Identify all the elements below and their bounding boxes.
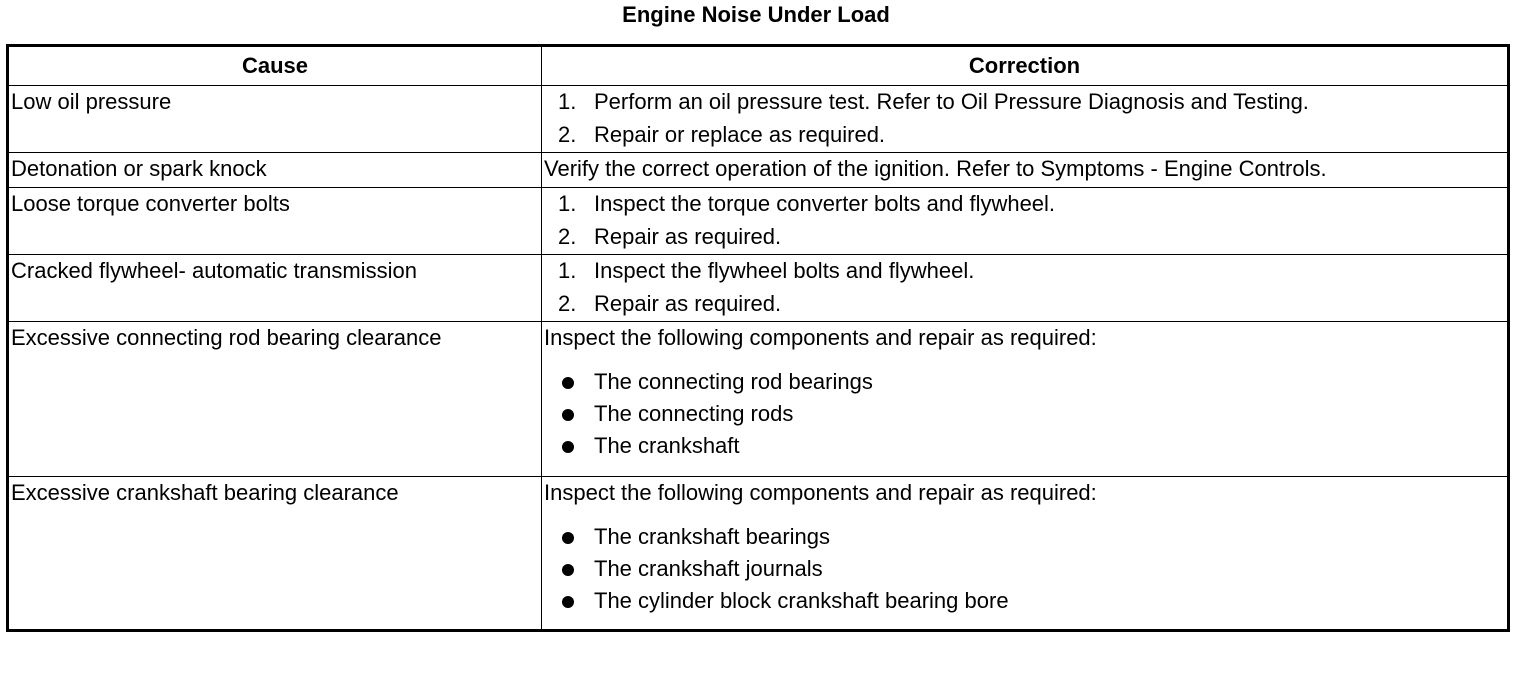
step-text: Inspect the torque converter bolts and flywheel. bbox=[594, 191, 1056, 216]
table-row bbox=[8, 322, 1509, 477]
step-number: 2. bbox=[558, 291, 577, 316]
header-cause: Cause bbox=[8, 46, 542, 86]
step-item bbox=[542, 288, 1507, 321]
bullet-text: The cylinder block crankshaft bearing bore bbox=[594, 588, 1009, 613]
table-row bbox=[8, 153, 1509, 188]
bullet-text: The connecting rod bearings bbox=[594, 369, 873, 394]
cause-text: Excessive connecting rod bearing clearance bbox=[11, 325, 442, 350]
cause-cell bbox=[8, 153, 542, 188]
cause-cell bbox=[8, 322, 542, 477]
bullet-text: The crankshaft journals bbox=[594, 556, 823, 581]
bullet-item bbox=[542, 398, 1507, 430]
cause-text: Excessive crankshaft bearing clearance bbox=[11, 480, 399, 505]
cause-text: Detonation or spark knock bbox=[11, 156, 267, 181]
step-item bbox=[542, 221, 1507, 254]
bullet-dot-icon bbox=[562, 532, 574, 544]
correction-cell bbox=[542, 322, 1509, 477]
step-number: 1. bbox=[558, 89, 577, 114]
step-list bbox=[542, 86, 1507, 152]
step-number: 1. bbox=[558, 191, 577, 216]
step-text: Repair as required. bbox=[594, 224, 782, 249]
cause-cell bbox=[8, 188, 542, 255]
bullet-dot-icon bbox=[562, 409, 574, 421]
cause-text: Low oil pressure bbox=[11, 89, 172, 114]
table-row bbox=[8, 86, 1509, 153]
step-text: Repair as required. bbox=[594, 291, 782, 316]
cause-text: Loose torque converter bolts bbox=[11, 191, 290, 216]
step-number: 2. bbox=[558, 122, 577, 147]
correction-text: Verify the correct operation of the ignition. Refer to Symptoms - Engine Controls. bbox=[544, 156, 1327, 181]
step-item bbox=[542, 119, 1507, 152]
correction-cell bbox=[542, 188, 1509, 255]
bullet-item bbox=[542, 585, 1507, 617]
cause-cell bbox=[8, 255, 542, 322]
step-item bbox=[542, 188, 1507, 221]
step-number: 1. bbox=[558, 258, 577, 283]
bullet-item bbox=[542, 553, 1507, 585]
correction-cell bbox=[542, 153, 1509, 188]
page-title: Engine Noise Under Load bbox=[622, 2, 890, 27]
step-text: Inspect the flywheel bolts and flywheel. bbox=[594, 258, 975, 283]
diagnosis-table bbox=[6, 44, 1510, 632]
step-item bbox=[542, 255, 1507, 288]
bullet-item bbox=[542, 430, 1507, 462]
table-row bbox=[8, 255, 1509, 322]
correction-intro: Inspect the following components and repair as required: bbox=[544, 480, 1097, 505]
bullet-list bbox=[542, 366, 1507, 462]
bullet-item bbox=[542, 366, 1507, 398]
bullet-dot-icon bbox=[562, 596, 574, 608]
step-number: 2. bbox=[558, 224, 577, 249]
bullet-dot-icon bbox=[562, 377, 574, 389]
table-header-row bbox=[8, 46, 1509, 86]
cause-cell bbox=[8, 477, 542, 631]
bullet-dot-icon bbox=[562, 564, 574, 576]
header-correction: Correction bbox=[542, 46, 1509, 86]
correction-cell bbox=[542, 86, 1509, 153]
step-text: Repair or replace as required. bbox=[594, 122, 886, 147]
bullet-text: The connecting rods bbox=[594, 401, 794, 426]
cause-text: Cracked flywheel- automatic transmission bbox=[11, 258, 417, 283]
table-row bbox=[8, 477, 1509, 631]
table-row bbox=[8, 188, 1509, 255]
bullet-item bbox=[542, 521, 1507, 553]
bullet-text: The crankshaft bearings bbox=[594, 524, 831, 549]
cause-cell bbox=[8, 86, 542, 153]
correction-cell bbox=[542, 255, 1509, 322]
step-list bbox=[542, 255, 1507, 321]
step-list bbox=[542, 188, 1507, 254]
bullet-dot-icon bbox=[562, 441, 574, 453]
bullet-list bbox=[542, 521, 1507, 617]
correction-cell bbox=[542, 477, 1509, 631]
step-item bbox=[542, 86, 1507, 119]
correction-intro: Inspect the following components and repair as required: bbox=[544, 325, 1097, 350]
bullet-text: The crankshaft bbox=[594, 433, 740, 458]
step-text: Perform an oil pressure test. Refer to Oil Pressure Diagnosis and Testing. bbox=[594, 89, 1309, 114]
